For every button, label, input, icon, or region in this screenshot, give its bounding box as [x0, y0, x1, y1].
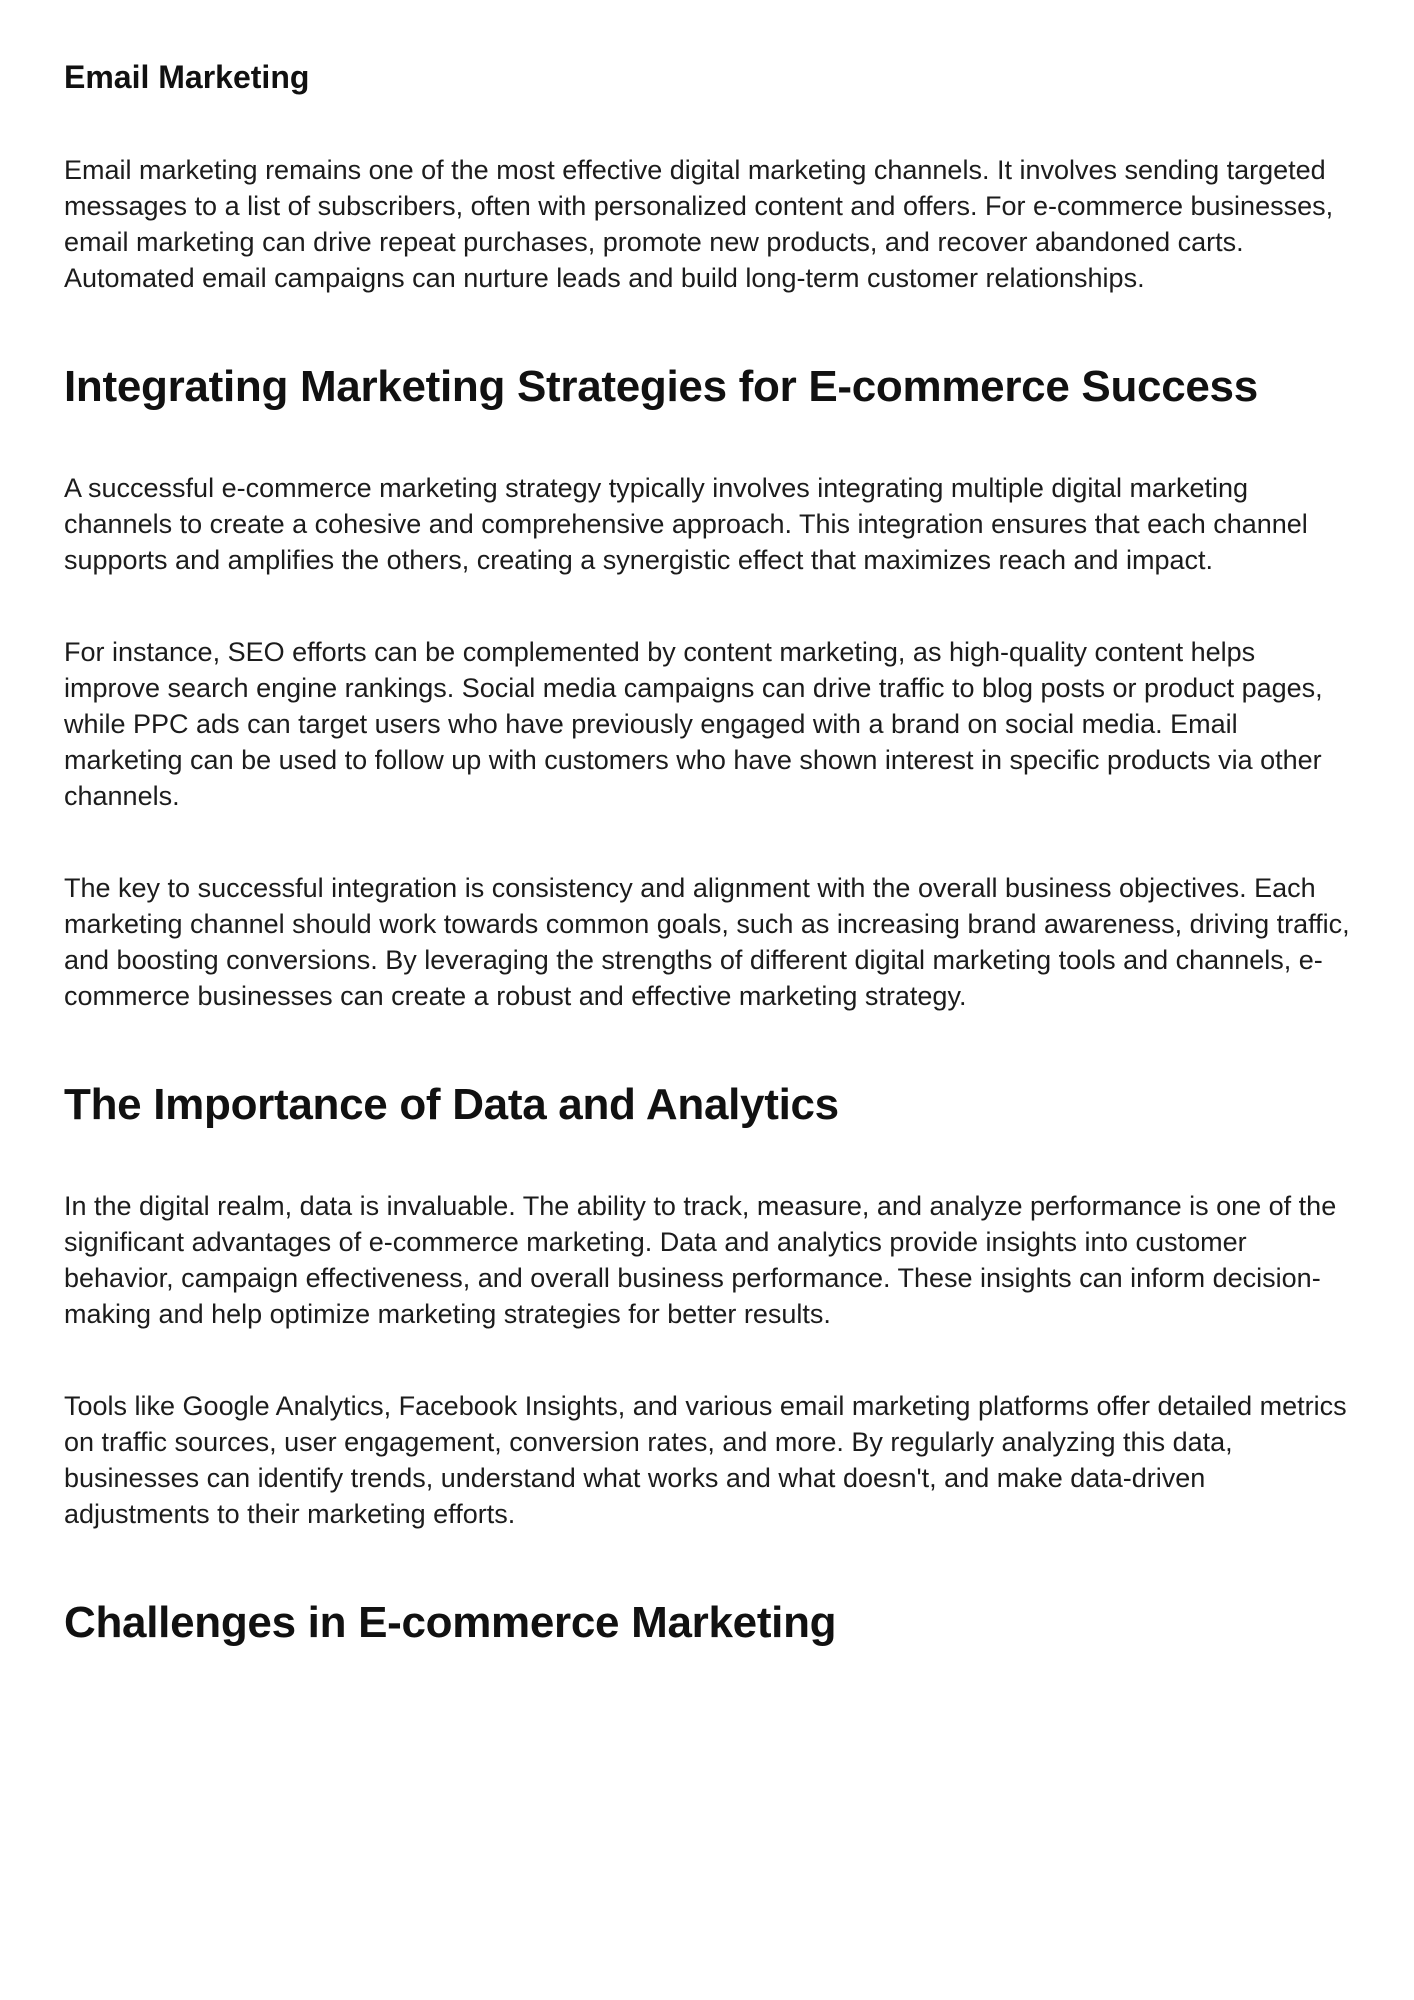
section-heading: Integrating Marketing Strategies for E-commerce Success: [64, 362, 1258, 412]
document-content: [64, 58, 1350, 1649]
section-heading: The Importance of Data and Analytics: [64, 1080, 839, 1130]
paragraph: In the digital realm, data is invaluable. The ability to track, measure, and analyze performance is one of the significant advantages of e-commerce marketing. Data and analytics provide insights into customer behavior, campaign effectiveness, and overall business performance. These insights can inform decision-making and help optimize marketing strategies for better results.: [64, 1190, 1337, 1329]
paragraph: Email marketing remains one of the most effective digital marketing channels. It involves sending targeted messages to a list of subscribers, often with personalized content and offers. For e-commerce businesses, email marketing can drive repeat purchases, promote new products, and recover abandoned carts. Automated email campaigns can nurture leads and build long-term customer relationships.: [64, 155, 1334, 294]
section-heading: Email Marketing: [64, 59, 310, 95]
section-heading: Challenges in E-commerce Marketing: [64, 1597, 837, 1647]
paragraph: For instance, SEO efforts can be complemented by content marketing, as high-quality content helps improve search engine rankings. Social media campaigns can drive traffic to blog posts or product pages, while PPC ads can target users who have previously engaged with a brand on social media. Email marketing can be used to follow up with customers who have shown interest in specific products via other channels.: [64, 637, 1323, 812]
paragraph: A successful e-commerce marketing strategy typically involves integrating multiple digital marketing channels to create a cohesive and comprehensive approach. This integration ensures that each channel supports and amplifies the others, creating a synergistic effect that maximizes reach and impact.: [64, 473, 1308, 576]
paragraph: Tools like Google Analytics, Facebook Insights, and various email marketing platforms offer detailed metrics on traffic sources, user engagement, conversion rates, and more. By regularly analyzing this data, businesses can identify trends, understand what works and what doesn't, and make data-driven adjustments to their marketing efforts.: [64, 1390, 1347, 1529]
paragraph: The key to successful integration is consistency and alignment with the overall business objectives. Each marketing channel should work towards common goals, such as increasing brand awareness, driving traffic, and boosting conversions. By leveraging the strengths of different digital marketing tools and channels, e-commerce businesses can create a robust and effective marketing strategy.: [64, 873, 1350, 1012]
